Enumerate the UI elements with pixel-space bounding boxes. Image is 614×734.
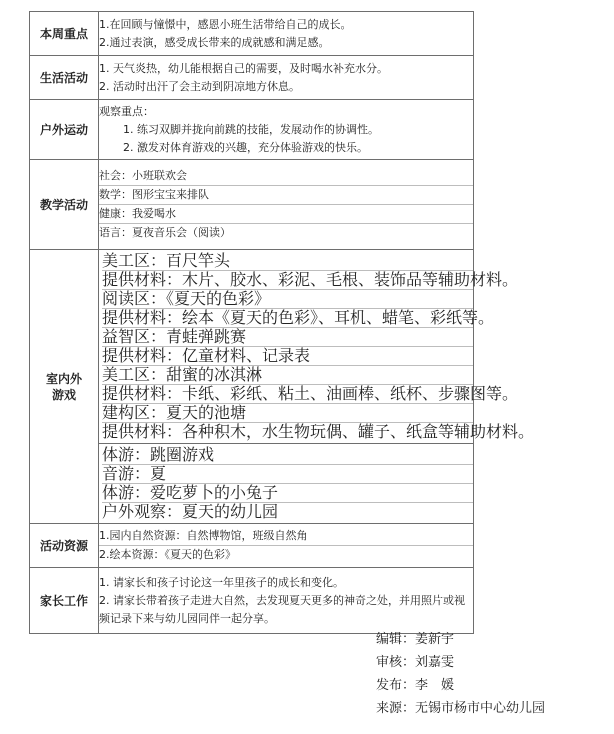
content-line: 提供材料：卡纸、彩纸、粘土、油画棒、纸杯、步骤图等。 [102, 384, 519, 403]
credit-editor: 编辑：姜新宇 [376, 632, 455, 647]
row-content [99, 250, 535, 524]
content-line: 提供材料：各种积木，水生物玩偶、罐子、纸盒等辅助材料。 [102, 422, 535, 441]
content-line: 提供材料：绘本《夏天的色彩》、耳机、蜡笔、彩纸等。 [102, 308, 495, 327]
row-label-parents: 家长工作 [30, 568, 99, 634]
content-line: 数学：图形宝宝来排队 [99, 186, 473, 205]
content-line: 2.绘本资源：《夏天的色彩》 [99, 548, 236, 561]
row-label-games-line2: 游戏 [51, 387, 76, 402]
credit-publisher: 发布：李 媛 [376, 678, 455, 693]
content-line: 1.在回顾与憧憬中，感恩小班生活带给自己的成长。 [99, 17, 352, 31]
content-line: 提供材料：木片、胶水、彩泥、毛根、装饰品等辅助材料。 [102, 270, 519, 289]
list-item: 2. 激发对体育游戏的兴趣，充分体验游戏的快乐。 [123, 140, 368, 154]
content-line: 音游：夏 [102, 465, 473, 484]
row-content [99, 12, 474, 56]
content-line: 户外观察：夏天的幼儿园 [102, 502, 279, 521]
content-line: 体游：爱吃萝卜的小兔子 [102, 484, 473, 503]
table-row [30, 568, 474, 634]
content-line: 2.通过表演，感受成长带来的成就感和满足感。 [99, 35, 330, 49]
weekly-plan-table [29, 11, 535, 634]
content-line: 美工区：百尺竿头 [102, 252, 473, 271]
table-row [30, 56, 474, 100]
other-games [99, 443, 473, 523]
content-line: 建构区：夏天的池塘 [102, 404, 473, 423]
row-content [99, 524, 474, 568]
credits [376, 628, 545, 720]
content-line: 1. 请家长和孩子讨论这一年里孩子的成长和变化。 [99, 575, 344, 589]
content-line: 2. 活动时出汗了会主动到阴凉地方休息。 [99, 79, 300, 93]
area-games [99, 250, 535, 443]
row-label-games [30, 250, 99, 524]
table-row [30, 524, 474, 568]
content-line: 语言：夏夜音乐会（阅读） [99, 226, 231, 239]
row-content [99, 568, 474, 634]
row-label-teaching: 教学活动 [30, 160, 99, 250]
row-label-resources: 活动资源 [30, 524, 99, 568]
list-item: 1. 练习双脚并拢向前跳的技能，发展动作的协调性。 [123, 122, 379, 136]
row-label-daily-life: 生活活动 [30, 56, 99, 100]
credit-reviewer: 审核：刘嘉雯 [376, 655, 455, 670]
content-line: 社会：小班联欢会 [99, 167, 473, 186]
table-row [30, 250, 474, 524]
content-line: 阅读区：《夏天的色彩》 [102, 290, 473, 309]
content-line: 提供材料：亿童材料、记录表 [102, 347, 473, 366]
credit-source: 来源：无锡市杨市中心幼儿园 [376, 701, 546, 716]
row-label-games-line1: 室内外 [45, 371, 82, 386]
row-label-weekly-focus: 本周重点 [30, 12, 99, 56]
table-row [30, 12, 474, 56]
table-row [30, 160, 474, 250]
content-line: 益智区：青蛙弹跳赛 [102, 328, 473, 347]
observation-heading: 观察重点： [99, 104, 154, 118]
row-label-outdoor-sports: 户外运动 [30, 100, 99, 160]
row-content [99, 56, 474, 100]
row-content [99, 100, 474, 160]
content-line: 体游：跳圈游戏 [102, 446, 473, 465]
content-line: 健康：我爱喝水 [99, 205, 473, 224]
content-line: 1.园内自然资源：自然博物馆，班级自然角 [99, 527, 473, 546]
content-line: 美工区：甜蜜的冰淇淋 [102, 366, 473, 385]
table-row [30, 100, 474, 160]
content-line: 2. 请家长带着孩子走进大自然，去发现夏天更多的神奇之处，并用照片或视频记录下来与幼儿园同伴一起分享。 [99, 593, 465, 625]
row-content [99, 160, 474, 250]
content-line: 1. 天气炎热，幼儿能根据自己的需要，及时喝水补充水分。 [99, 61, 388, 75]
